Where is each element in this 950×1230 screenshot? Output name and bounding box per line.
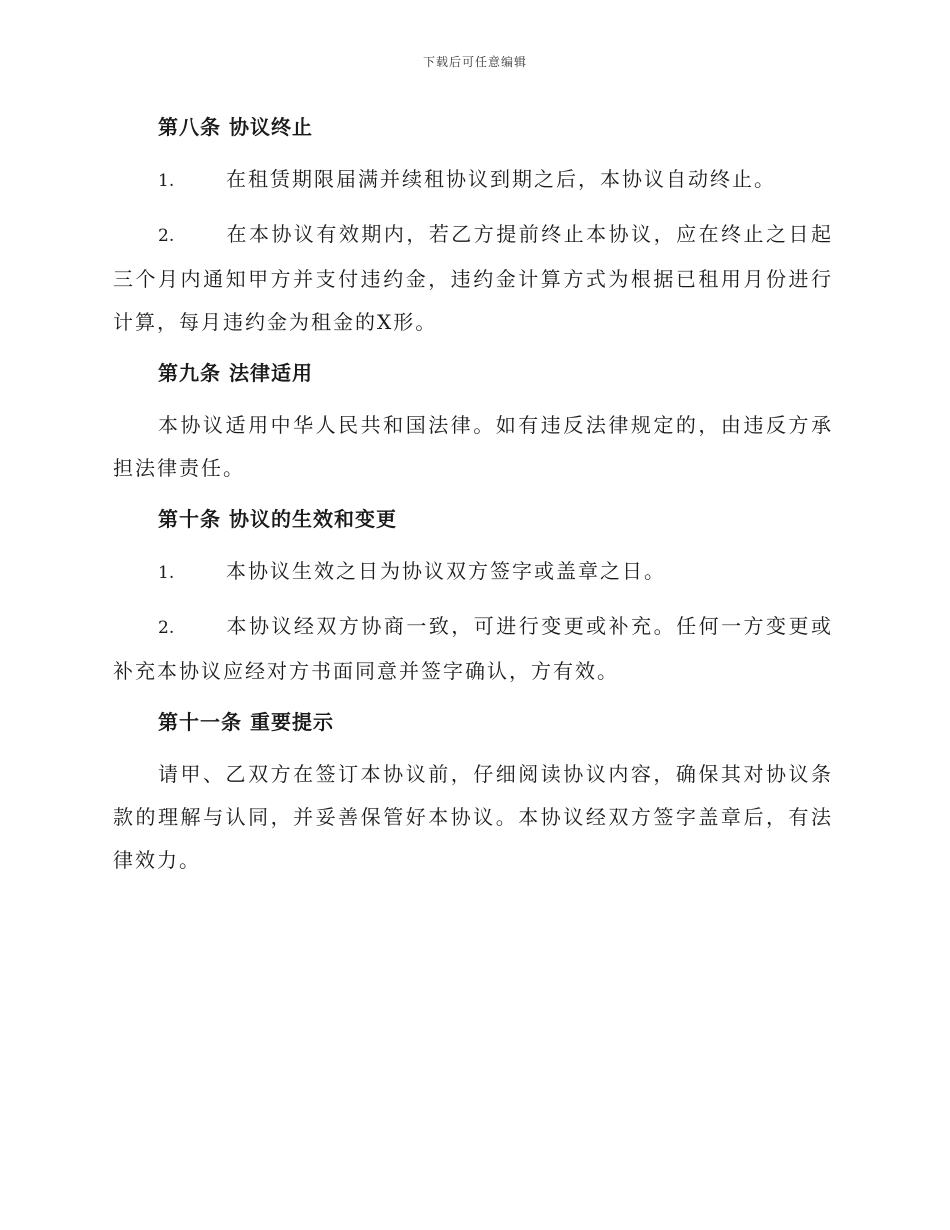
clause-text: 本协议生效之日为协议双方签字或盖章之日。 — [226, 559, 666, 583]
clause-text: 本协议经双方协商一致，可进行变更或补充。任何一方变更或补充本协议应经对方书面同意并签字确认，方有效。 — [113, 614, 833, 683]
section-heading-9: 第九条 法律适用 — [158, 361, 313, 385]
page-header-note: 下载后可任意编辑 — [422, 55, 527, 69]
clause-number: 1. — [158, 563, 175, 583]
section-heading-10: 第十条 协议的生效和变更 — [158, 507, 397, 531]
clause-text: 在本协议有效期内，若乙方提前终止本协议，应在终止之日起三个月内通知甲方并支付违约金，违约金计算方式为根据已租用月份进行计算，每月违约金为租金的X形。 — [113, 222, 833, 334]
section-heading-11: 第十一条 重要提示 — [158, 710, 334, 734]
clause-8-1 — [113, 158, 833, 203]
clause-number: 2. — [158, 618, 175, 638]
clause-10-1 — [113, 550, 833, 595]
document-body — [113, 108, 833, 892]
clause-number: 2. — [158, 226, 175, 246]
clause-8-2 — [113, 213, 833, 344]
section-9-paragraph: 本协议适用中华人民共和国法律。如有违反法律规定的，由违反方承担法律责任。 — [113, 413, 833, 480]
section-11-paragraph: 请甲、乙双方在签订本协议前，仔细阅读协议内容，确保其对协议条款的理解与认同，并妥善保管好本协议。本协议经双方签字盖章后，有法律效力。 — [113, 762, 833, 872]
clause-10-2 — [113, 605, 833, 693]
section-heading-8: 第八条 协议终止 — [158, 115, 313, 139]
clause-number: 1. — [158, 171, 175, 191]
clause-text: 在租赁期限届满并续租协议到期之后，本协议自动终止。 — [226, 167, 776, 191]
